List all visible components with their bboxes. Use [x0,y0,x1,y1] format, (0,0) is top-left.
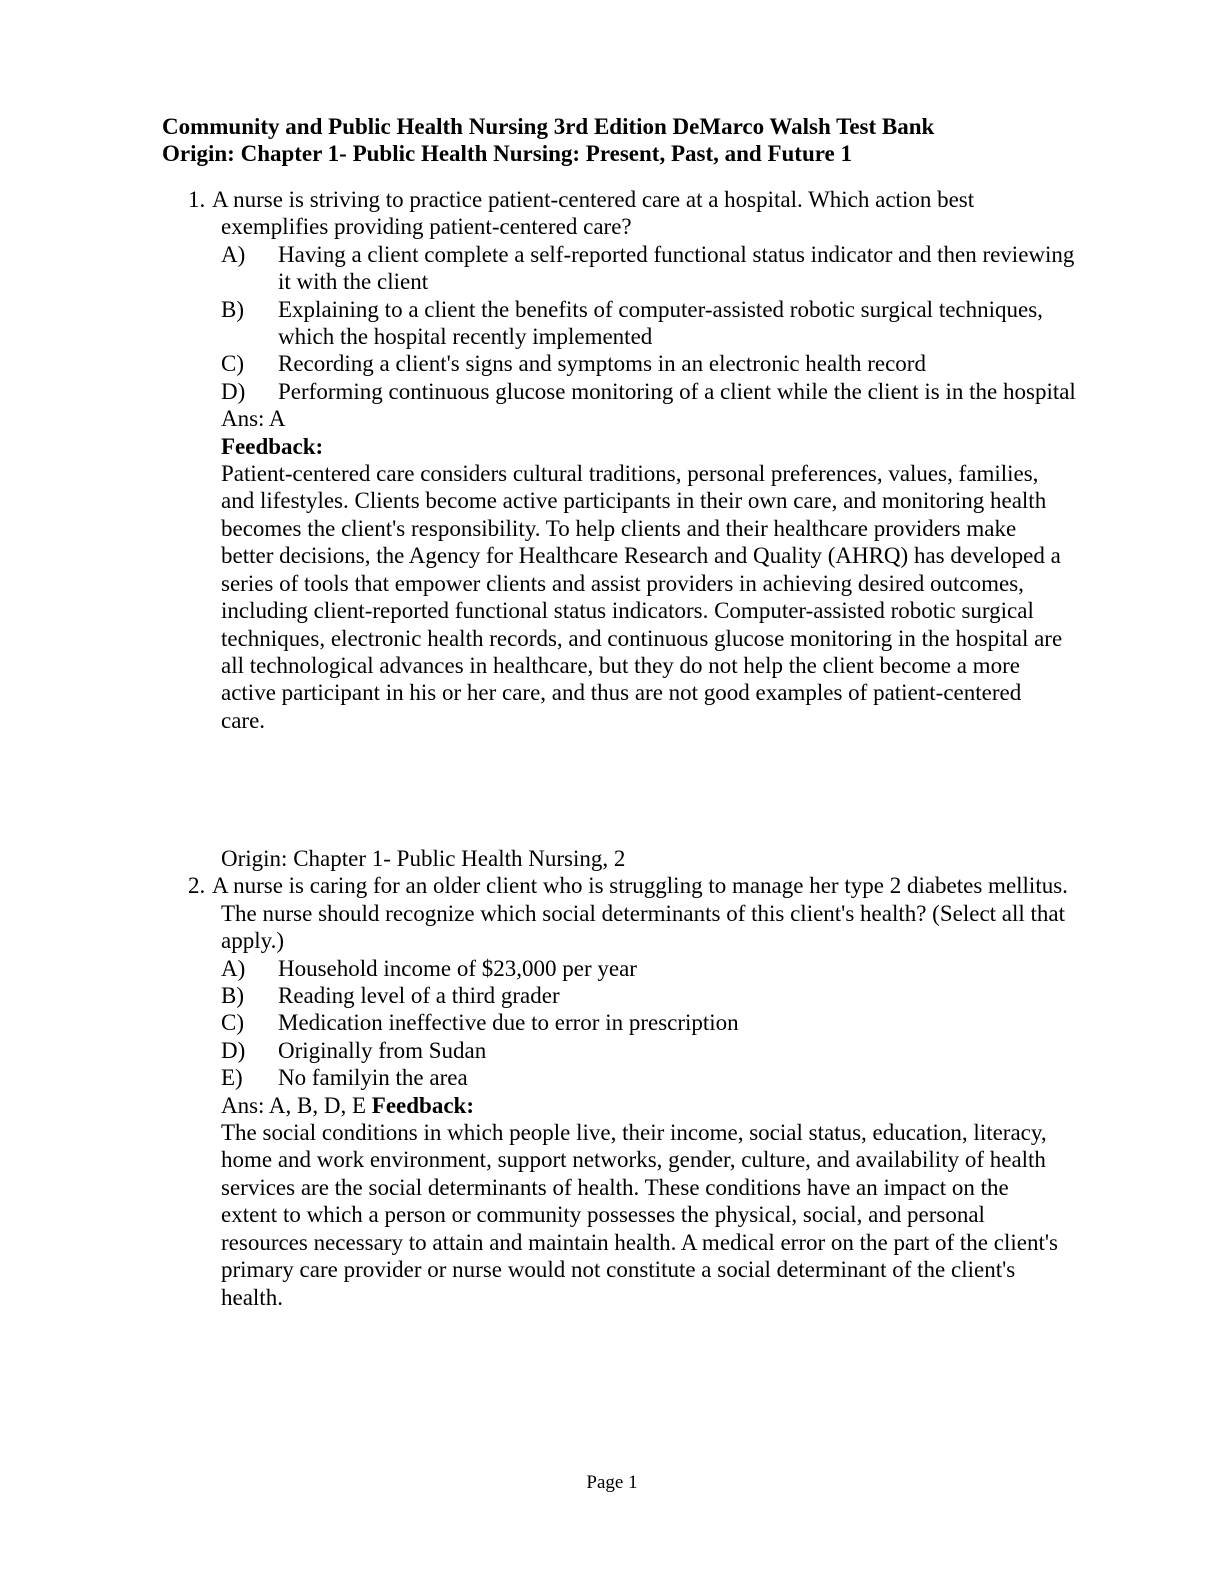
answer-key: Ans: A, B, D, E [221,1092,367,1118]
option-text: Originally from Sudan [278,1037,487,1063]
answer-key: Ans: A [221,406,286,432]
feedback-label: Feedback: [221,433,324,459]
option-letter: C) [221,1010,244,1036]
question-text: A nurse is striving to practice patient-centered care at a hospital. Which action best exemplifies providing patient-centered care? [212,187,975,240]
answer-block [221,405,1078,734]
option-text: No familyin the area [278,1065,468,1091]
option-letter: D) [221,1037,246,1063]
option-d [221,1037,1078,1064]
page-number: Page 1 [586,1472,638,1493]
option-a [221,955,1078,982]
option-c [221,1009,1078,1036]
answer-options [221,955,1078,1092]
feedback-text: The social conditions in which people live, their income, social status, education, literacy, home and work environment, support networks, gender, culture, and availability of health services are the social determinants of health. These conditions have an impact on the extent to which a person or community possesses the physical, social, and personal resources necessary to attain and maintain health. A medical error on the part of the client's primary care provider or nurse would not constitute a social determinant of the client's health. [221,1120,1058,1310]
question-number: 1. [188,187,206,212]
chapter-origin: Origin: Chapter 1- Public Health Nursing: Present, Past, and Future 1 [162,141,852,167]
question-1 [188,186,1078,734]
question-origin: Origin: Chapter 1- Public Health Nursing, 2 [221,846,626,871]
option-text: Performing continuous glucose monitoring of a client while the client is in the hospital [278,378,1076,404]
question-stem [188,186,1078,241]
document-header [162,113,1162,168]
option-letter: B) [221,296,244,322]
option-text: Medication ineffective due to error in prescription [278,1010,739,1036]
answer-block [221,1092,1078,1311]
document-title: Community and Public Health Nursing 3rd Edition DeMarco Walsh Test Bank [162,114,935,139]
option-text: Having a client complete a self-reported functional status indicator and then reviewing it with the client [278,241,1075,295]
feedback-label: Feedback: [371,1092,475,1118]
option-text: Household income of $23,000 per year [278,955,637,981]
option-b [221,982,1078,1009]
option-c [221,350,1078,377]
question-number: 2. [188,873,206,899]
answer-line [221,1092,1078,1119]
option-letter: B) [221,983,244,1009]
option-text: Explaining to a client the benefits of computer-assisted robotic surgical techniques, which the hospital recently implemented [278,296,1043,350]
option-e [221,1064,1078,1091]
answer-options [221,241,1078,405]
question-text: A nurse is caring for an older client who is struggling to manage her type 2 diabetes mellitus. The nurse should recognize which social determinants of this client's health? (Select all that apply.) [212,873,1068,954]
option-letter: C) [221,351,244,377]
question-2 [188,845,1078,1311]
option-b [221,296,1078,351]
option-text: Reading level of a third grader [278,983,560,1009]
option-letter: E) [221,1065,243,1091]
question-stem [188,872,1078,954]
option-letter: A) [221,955,246,981]
option-letter: A) [221,241,246,267]
option-letter: D) [221,378,246,404]
option-d [221,378,1078,405]
option-text: Recording a client's signs and symptoms in an electronic health record [278,351,926,377]
option-a [221,241,1078,296]
feedback-text: Patient-centered care considers cultural traditions, personal preferences, values, families, and lifestyles. Clients become active participants in their own care, and monitoring health becomes the client's responsibility. To help clients and their healthcare providers make better decisions, the Agency for Healthcare Research and Quality (AHRQ) has developed a series of tools that empower clients and assist providers in achieving desired outcomes, including client-reported functional status indicators. Computer-assisted robotic surgical techniques, electronic health records, and continuous glucose monitoring in the hospital are all technological advances in healthcare, but they do not help the client become a more active participant in his or her care, and thus are not good examples of patient-centered care. [221,461,1063,733]
